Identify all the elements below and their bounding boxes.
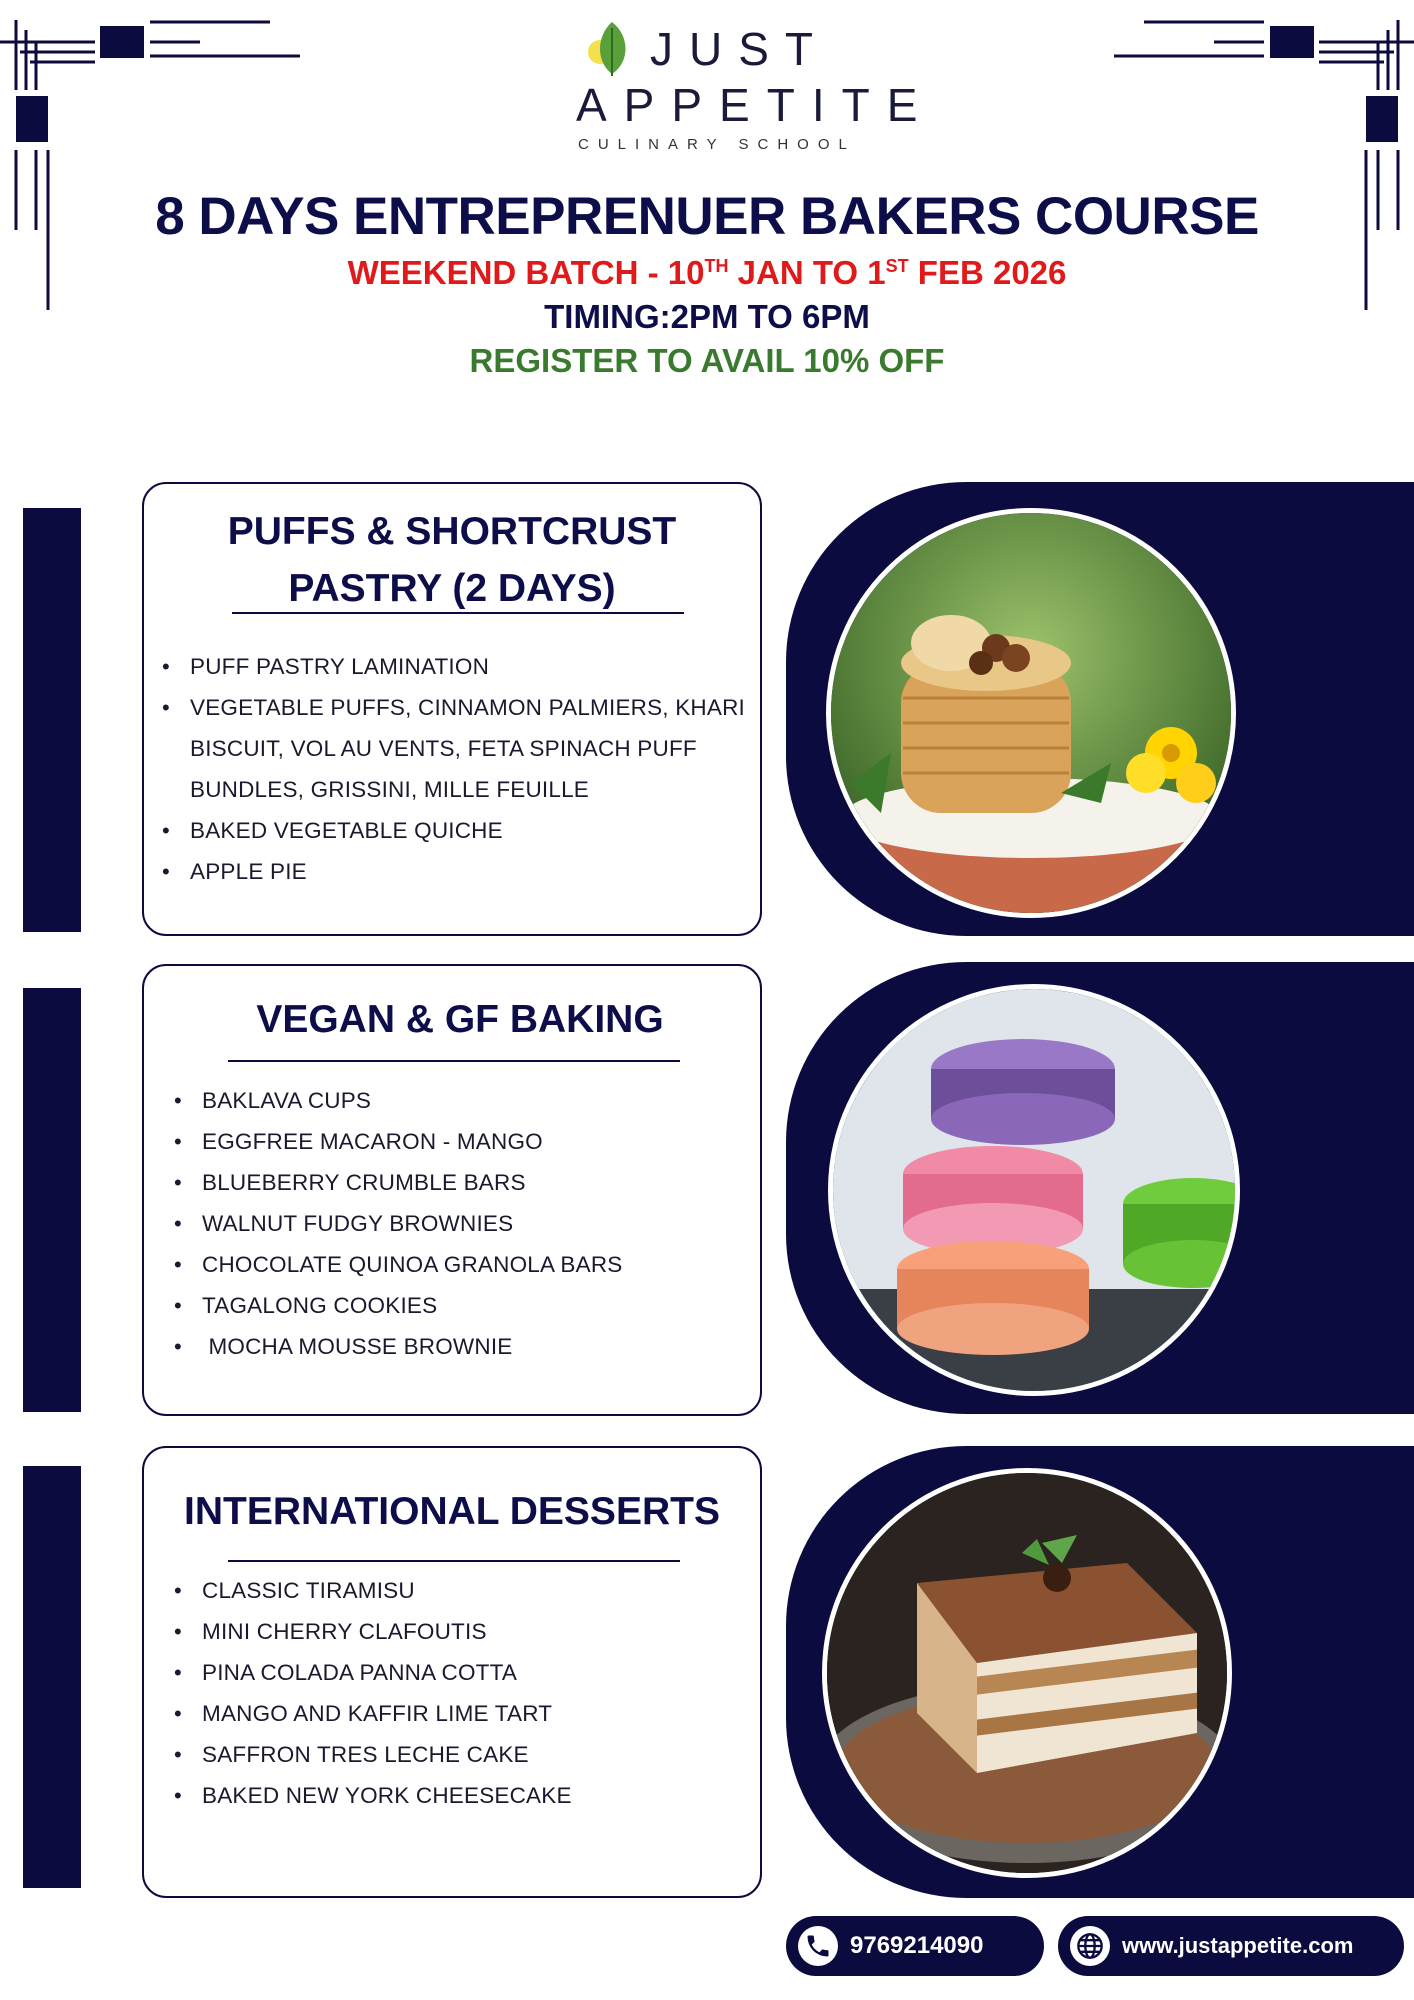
section-3-list [156, 1570, 572, 1816]
section-2-underline [228, 1060, 680, 1062]
list-item: • MOCHA MOUSSE BROWNIE [202, 1326, 622, 1367]
batch-suffix: FEB 2026 [908, 254, 1067, 291]
list-item: • WALNUT FUDGY BROWNIES [202, 1203, 622, 1244]
phone-number: 9769214090 [850, 1932, 984, 1959]
section-card-international [142, 1446, 762, 1898]
section-1-side-bar [23, 508, 81, 932]
batch-prefix: WEEKEND BATCH - 10 [347, 254, 705, 291]
list-item-continuation: BISCUIT, VOL AU VENTS, FETA SPINACH PUFF [190, 736, 697, 761]
batch-sup-st: ST [885, 256, 909, 276]
section-3-underline [228, 1560, 680, 1562]
section-2-list [156, 1080, 622, 1367]
globe-icon [1070, 1926, 1110, 1966]
section-3-side-bar [23, 1466, 81, 1888]
phone-icon [798, 1926, 838, 1966]
website-url: www.justappetite.com [1122, 1933, 1354, 1958]
logo-word-just: JUST [650, 23, 829, 75]
list-item: • TAGALONG COOKIES [202, 1285, 622, 1326]
list-item: • CHOCOLATE QUINOA GRANOLA BARS [202, 1244, 622, 1285]
list-item: • MINI CHERRY CLAFOUTIS [202, 1611, 572, 1652]
section-card-vegan [142, 964, 762, 1416]
list-item: • MANGO AND KAFFIR LIME TART [202, 1693, 572, 1734]
course-title: 8 DAYS ENTREPRENUER BAKERS COURSE [155, 187, 1259, 246]
section-1-underline [232, 612, 684, 614]
logo-subtitle: CULINARY SCHOOL [578, 136, 856, 153]
timing-text: TIMING:2PM TO 6PM [544, 298, 870, 335]
school-logo [560, 10, 935, 153]
phone-pill[interactable] [786, 1916, 1044, 1976]
section-1-title-line2: PASTRY (2 DAYS) [288, 566, 616, 610]
list-item: • PUFF PASTRY LAMINATION [190, 646, 745, 687]
batch-mid: JAN TO 1 [728, 254, 886, 291]
section-1-title [144, 504, 760, 617]
list-item: • BAKED VEGETABLE QUICHE [190, 810, 745, 851]
macarons-photo [828, 984, 1240, 1396]
list-item: • BLUEBERRY CRUMBLE BARS [202, 1162, 622, 1203]
leaf-icon [586, 18, 636, 78]
list-item: • PINA COLADA PANNA COTTA [202, 1652, 572, 1693]
section-1-list [144, 646, 745, 892]
batch-sup-th: TH [704, 256, 729, 276]
batch-dates [0, 254, 1414, 292]
list-item: • EGGFREE MACARON - MANGO [202, 1121, 622, 1162]
list-item: • CLASSIC TIRAMISU [202, 1570, 572, 1611]
website-pill[interactable] [1058, 1916, 1404, 1976]
offer-text: REGISTER TO AVAIL 10% OFF [469, 342, 945, 379]
section-1-title-line1: PUFFS & SHORTCRUST [227, 510, 677, 553]
vol-au-vent-photo [826, 508, 1236, 918]
list-item: • VEGETABLE PUFFS, CINNAMON PALMIERS, KHARI [190, 687, 745, 728]
list-item-continuation: BUNDLES, GRISSINI, MILLE FEUILLE [190, 777, 590, 802]
list-item: • APPLE PIE [190, 851, 745, 892]
list-item: • BAKED NEW YORK CHEESECAKE [202, 1775, 572, 1816]
section-2-side-bar [23, 988, 81, 1412]
logo-word-appetite: APPETITE [576, 79, 935, 131]
list-item: • BAKLAVA CUPS [202, 1080, 622, 1121]
list-item: • SAFFRON TRES LECHE CAKE [202, 1734, 572, 1775]
tiramisu-photo [822, 1468, 1232, 1878]
section-2-title: VEGAN & GF BAKING [256, 998, 664, 1041]
section-card-puffs [142, 482, 762, 936]
section-3-title: INTERNATIONAL DESSERTS [184, 1490, 720, 1533]
